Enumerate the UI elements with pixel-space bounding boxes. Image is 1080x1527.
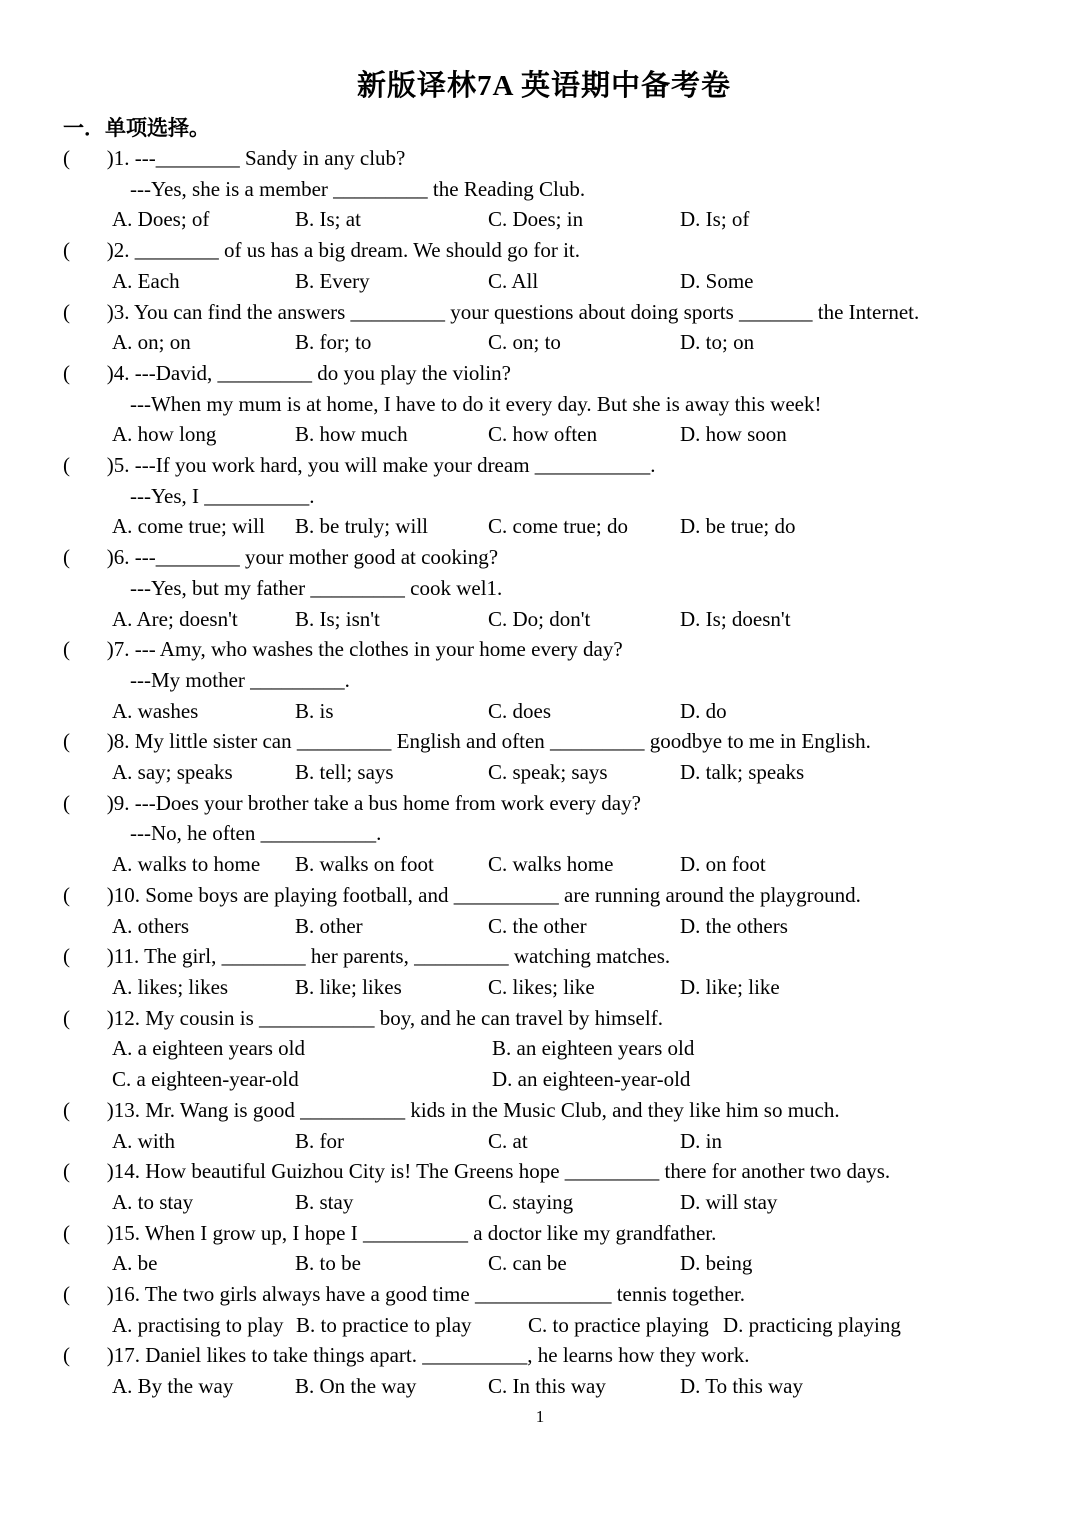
question-9-option-D: D. on foot	[680, 852, 766, 877]
question-5-option-B: B. be truly; will	[295, 514, 428, 539]
question-8-option-D: D. talk; speaks	[680, 760, 805, 785]
question-3-stem: ( )3. You can find the answers _________ your questions about doing sports _______ the Internet.	[63, 299, 920, 324]
question-17-stem: ( )17. Daniel likes to take things apart. __________, he learns how they work.	[63, 1343, 750, 1368]
question-9-stem: ( )9. ---Does your brother take a bus home from work every day?	[63, 790, 641, 815]
question-8-options-row-1	[63, 757, 1025, 788]
question-5-option-A: A. come true; will	[112, 514, 265, 539]
question-1-option-A: A. Does; of	[112, 207, 210, 232]
question-17-option-B: B. On the way	[295, 1374, 417, 1399]
question-7-option-B: B. is	[295, 698, 334, 723]
question-1-stem: ( )1. ---________ Sandy in any club?	[63, 146, 406, 170]
question-13-option-B: B. for	[295, 1128, 344, 1153]
question-10-options-row-1	[63, 911, 1025, 942]
question-4-option-B: B. how much	[295, 422, 408, 447]
question-8-option-B: B. tell; says	[295, 760, 394, 785]
question-14-option-B: B. stay	[295, 1189, 354, 1214]
question-4-option-C: C. how often	[488, 422, 598, 447]
section-heading: 一．单项选择。	[63, 116, 210, 140]
question-2-option-D: D. Some	[680, 268, 754, 293]
question-15-options-row-1	[63, 1248, 1025, 1279]
question-5-stem: ( )5. ---If you work hard, you will make your dream ___________.	[63, 453, 656, 478]
question-2-options-row-1	[63, 266, 1025, 297]
question-17-option-A: A. By the way	[112, 1374, 234, 1399]
question-1-option-C: C. Does; in	[488, 207, 584, 232]
question-12-stem: ( )12. My cousin is ___________ boy, and he can travel by himself.	[63, 1005, 663, 1030]
question-16-option-B: B. to practice to play	[296, 1312, 472, 1337]
question-7-stem: ( )7. --- Amy, who washes the clothes in your home every day?	[63, 637, 623, 662]
question-1-option-B: B. Is; at	[295, 207, 361, 232]
question-6-stem: ( )6. ---________ your mother good at cooking?	[63, 545, 499, 570]
question-5-reply: ---Yes, I __________.	[130, 483, 315, 508]
question-14-option-C: C. staying	[488, 1189, 574, 1214]
question-5	[63, 450, 1025, 542]
question-8-option-A: A. say; speaks	[112, 760, 233, 785]
question-16	[63, 1279, 1025, 1340]
page-number: 1	[535, 1407, 545, 1426]
question-1-reply: ---Yes, she is a member _________ the Reading Club.	[130, 176, 586, 201]
question-12-option-C: C. a eighteen-year-old	[112, 1067, 299, 1092]
question-15-option-D: D. being	[680, 1251, 753, 1276]
question-2-stem: ( )2. ________ of us has a big dream. We should go for it.	[63, 238, 581, 263]
question-12-options-row-2	[63, 1064, 1025, 1095]
question-1	[63, 143, 1025, 235]
question-7-option-C: C. does	[488, 698, 551, 723]
question-9-options-row-1	[63, 849, 1025, 880]
question-7-reply: ---My mother _________.	[130, 667, 350, 692]
question-16-options-row-1	[63, 1310, 1025, 1341]
question-7	[63, 634, 1025, 726]
question-15-option-A: A. be	[112, 1251, 158, 1276]
question-14-stem: ( )14. How beautiful Guizhou City is! The Greens hope _________ there for another two days.	[63, 1159, 891, 1184]
question-16-option-C: C. to practice playing	[528, 1312, 709, 1337]
question-14-options-row-1	[63, 1187, 1025, 1218]
question-3-option-A: A. on; on	[112, 330, 191, 355]
question-14-option-D: D. will stay	[680, 1189, 778, 1214]
question-16-option-A: A. practising to play	[112, 1312, 284, 1337]
question-9-option-A: A. walks to home	[112, 852, 261, 877]
question-12	[63, 1003, 1025, 1095]
question-15-option-B: B. to be	[295, 1251, 361, 1276]
question-7-option-A: A. washes	[112, 698, 199, 723]
question-6-option-D: D. Is; doesn't	[680, 606, 791, 631]
question-3-option-D: D. to; on	[680, 330, 755, 355]
question-17-option-D: D. To this way	[680, 1374, 803, 1399]
question-12-options-row-1	[63, 1033, 1025, 1064]
question-6-option-B: B. Is; isn't	[295, 606, 380, 631]
question-8-option-C: C. speak; says	[488, 760, 608, 785]
question-4-option-D: D. how soon	[680, 422, 787, 447]
question-11-stem: ( )11. The girl, ________ her parents, _________ watching matches.	[63, 944, 671, 969]
question-10-stem: ( )10. Some boys are playing football, and __________ are running around the playground.	[63, 882, 861, 907]
question-13	[63, 1095, 1025, 1156]
question-17	[63, 1340, 1025, 1401]
question-3-option-B: B. for; to	[295, 330, 372, 355]
question-3	[63, 297, 1025, 358]
question-4-stem: ( )4. ---David, _________ do you play the violin?	[63, 360, 511, 385]
question-10-option-D: D. the others	[680, 913, 788, 938]
question-6-options-row-1	[63, 604, 1025, 635]
question-4-reply: ---When my mum is at home, I have to do it every day. But she is away this week!	[130, 391, 822, 416]
question-5-option-C: C. come true; do	[488, 514, 628, 539]
question-15-stem: ( )15. When I grow up, I hope I __________ a doctor like my grandfather.	[63, 1220, 717, 1245]
question-2-option-C: C. All	[488, 268, 539, 293]
question-13-option-C: C. at	[488, 1128, 528, 1153]
question-4-options-row-1	[63, 419, 1025, 450]
question-list	[63, 143, 1025, 1402]
question-12-option-A: A. a eighteen years old	[112, 1036, 306, 1061]
question-17-options-row-1	[63, 1371, 1025, 1402]
question-11	[63, 941, 1025, 1002]
question-2-option-B: B. Every	[295, 268, 370, 293]
question-5-option-D: D. be true; do	[680, 514, 796, 539]
question-10-option-A: A. others	[112, 913, 189, 938]
question-1-options-row-1	[63, 204, 1025, 235]
question-6-option-A: A. Are; doesn't	[112, 606, 238, 631]
question-6-option-C: C. Do; don't	[488, 606, 591, 631]
question-13-options-row-1	[63, 1126, 1025, 1157]
question-13-option-A: A. with	[112, 1128, 175, 1153]
question-11-option-D: D. like; like	[680, 974, 780, 999]
question-3-options-row-1	[63, 327, 1025, 358]
question-6-reply: ---Yes, but my father _________ cook wel1.	[130, 575, 503, 600]
question-10-option-B: B. other	[295, 913, 363, 938]
question-2-option-A: A. Each	[112, 268, 180, 293]
question-1-option-D: D. Is; of	[680, 207, 750, 232]
question-7-options-row-1	[63, 696, 1025, 727]
question-4-option-A: A. how long	[112, 422, 217, 447]
question-15	[63, 1218, 1025, 1279]
question-9	[63, 788, 1025, 880]
question-11-option-A: A. likes; likes	[112, 974, 229, 999]
question-9-option-C: C. walks home	[488, 852, 614, 877]
question-15-option-C: C. can be	[488, 1251, 567, 1276]
question-11-option-C: C. likes; like	[488, 974, 595, 999]
question-12-option-B: B. an eighteen years old	[492, 1036, 695, 1061]
question-11-option-B: B. like; likes	[295, 974, 402, 999]
question-17-option-C: C. In this way	[488, 1374, 606, 1399]
question-13-stem: ( )13. Mr. Wang is good __________ kids in the Music Club, and they like him so much.	[63, 1097, 840, 1122]
question-16-option-D: D. practicing playing	[723, 1312, 901, 1337]
question-14	[63, 1156, 1025, 1217]
question-12-option-D: D. an eighteen-year-old	[492, 1067, 691, 1092]
question-10	[63, 880, 1025, 941]
question-13-option-D: D. in	[680, 1128, 722, 1153]
question-10-option-C: C. the other	[488, 913, 587, 938]
question-3-option-C: C. on; to	[488, 330, 561, 355]
question-9-option-B: B. walks on foot	[295, 852, 434, 877]
question-8-stem: ( )8. My little sister can _________ English and often _________ goodbye to me in English.	[63, 729, 871, 754]
question-9-reply: ---No, he often ___________.	[130, 821, 382, 846]
question-14-option-A: A. to stay	[112, 1189, 194, 1214]
question-2	[63, 235, 1025, 296]
question-8	[63, 726, 1025, 787]
question-16-stem: ( )16. The two girls always have a good time _____________ tennis together.	[63, 1282, 745, 1307]
question-5-options-row-1	[63, 511, 1025, 542]
question-4	[63, 358, 1025, 450]
question-11-options-row-1	[63, 972, 1025, 1003]
question-7-option-D: D. do	[680, 698, 727, 723]
question-6	[63, 542, 1025, 634]
page-title: 新版译林7A 英语期中备考卷	[356, 70, 732, 102]
